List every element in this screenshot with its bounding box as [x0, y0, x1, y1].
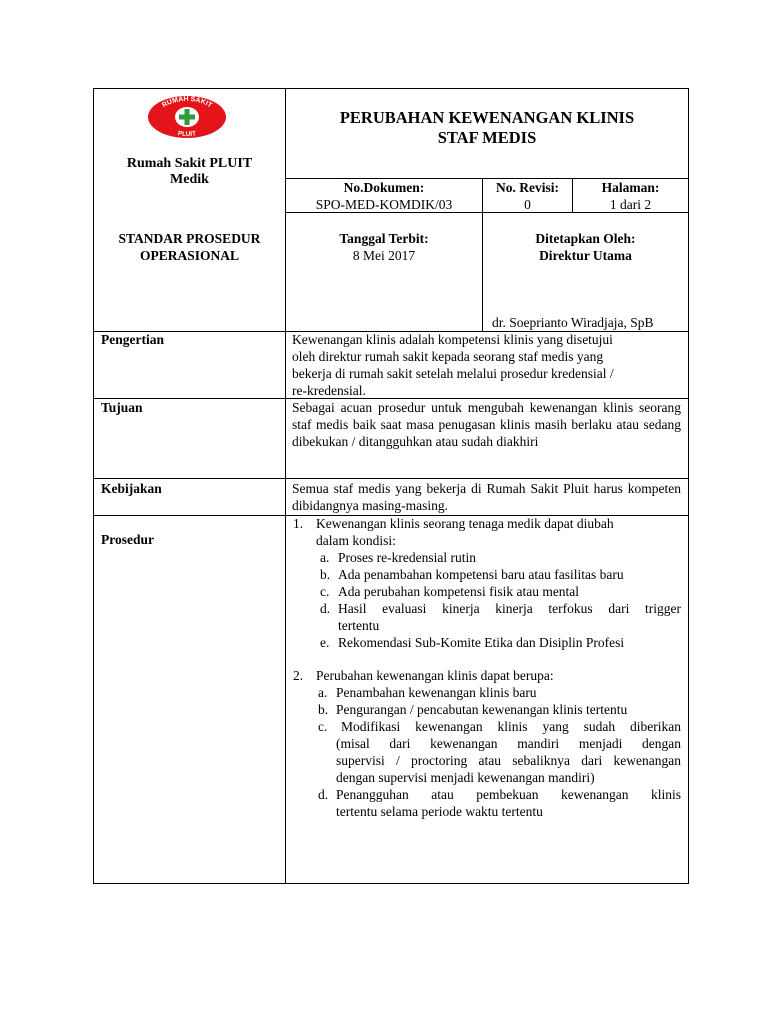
- section-text-pengertian: [292, 331, 682, 399]
- revision-cell: [483, 179, 572, 213]
- title-line2: STAF MEDIS: [437, 128, 537, 147]
- procedure-sub-text: Modifikasi kewenangan klinis yang sudah diberikan: [341, 719, 681, 734]
- procedure-sub-text: Penambahan kewenangan klinis baru: [336, 685, 537, 700]
- procedure-item-text: dalam kondisi:: [316, 533, 396, 548]
- procedure-item-text: Kewenangan klinis seorang tenaga medik dapat diubah: [316, 516, 614, 531]
- border-outer-bottom: [93, 883, 689, 884]
- approved-role: Direktur Utama: [539, 248, 632, 263]
- document-title: [286, 108, 688, 148]
- procedure-sub-text: dengan supervisi menjadi kewenangan mandiri): [336, 770, 595, 785]
- border-outer-top: [93, 88, 689, 89]
- sop-label: [94, 230, 285, 264]
- hospital-logo-svg: [147, 95, 227, 139]
- procedure-item-number: 2.: [293, 668, 304, 683]
- doc-number-cell: [286, 179, 482, 213]
- approved-by-cell: [483, 230, 688, 264]
- procedure-sub-text: Penangguhan atau pembekuan kewenangan klinis: [336, 787, 681, 802]
- procedure-sub-text: Hasil evaluasi kinerja kinerja terfokus dari trigger: [338, 601, 681, 616]
- issue-date-cell: [286, 230, 482, 264]
- section-text-tujuan: Sebagai acuan prosedur untuk mengubah kewenangan klinis seorang staf medis baik saat masa penugasan klinis masih berlaku atau sedang dibekukan / ditangguhkan atau sudah diakhiri: [292, 400, 681, 449]
- page-cell: [573, 179, 688, 213]
- border-row-kebijakan: [93, 478, 689, 479]
- logo-cross-horizontal: [179, 115, 195, 120]
- procedure-list: [286, 515, 688, 883]
- pengertian-line: oleh direktur rumah sakit kepada seorang staf medis yang: [292, 349, 604, 364]
- revision-value: 0: [524, 197, 531, 212]
- section-label-tujuan: Tujuan: [101, 400, 143, 415]
- procedure-sub-text: Ada penambahan kompetensi baru atau fasilitas baru: [338, 567, 624, 582]
- procedure-sub-marker: c.: [320, 584, 330, 599]
- procedure-sub-marker: c.: [318, 719, 328, 734]
- section-text-kebijakan: Semua staf medis yang bekerja di Rumah Sakit Pluit harus kompeten dibidangnya masing-masing.: [292, 481, 681, 513]
- page-label: Halaman:: [601, 180, 660, 195]
- procedure-item-number: 1.: [293, 516, 304, 531]
- procedure-sub-marker: b.: [320, 567, 331, 582]
- section-label-kebijakan: Kebijakan: [101, 481, 162, 496]
- procedure-sub-text: Pengurangan / pencabutan kewenangan klinis tertentu: [336, 702, 628, 717]
- pengertian-line: bekerja di rumah sakit setelah melalui prosedur kredensial /: [292, 366, 614, 381]
- title-line1: PERUBAHAN KEWENANGAN KLINIS: [339, 108, 635, 127]
- pengertian-line: re-kredensial.: [292, 383, 366, 398]
- procedure-item-text: Perubahan kewenangan klinis dapat berupa:: [316, 668, 554, 683]
- hospital-name: [94, 156, 285, 188]
- procedure-sub-text: Rekomendasi Sub-Komite Etika dan Disiplin Profesi: [338, 635, 625, 650]
- hospital-name-line2: Medik: [170, 172, 209, 187]
- approved-name: dr. Soeprianto Wiradjaja, SpB: [492, 315, 654, 330]
- procedure-sub-marker: b.: [318, 702, 329, 717]
- procedure-sub-marker: d.: [320, 601, 331, 616]
- revision-label: No. Revisi:: [496, 180, 559, 195]
- sop-line1: STANDAR PROSEDUR: [118, 231, 261, 246]
- pengertian-line: Kewenangan klinis adalah kompetensi klinis yang disetujui: [292, 332, 613, 347]
- issue-date-value: 8 Mei 2017: [352, 248, 416, 263]
- procedure-sub-text: (misal dari kewenangan mandiri menjadi dengan: [336, 736, 681, 751]
- hospital-name-line1: Rumah Sakit PLUIT: [126, 156, 253, 171]
- approved-label: Ditetapkan Oleh:: [535, 231, 636, 246]
- procedure-sub-marker: a.: [318, 685, 328, 700]
- procedure-sub-marker: a.: [320, 550, 330, 565]
- sop-line2: OPERASIONAL: [139, 248, 239, 263]
- section-label-prosedur: Prosedur: [101, 532, 154, 547]
- procedure-sub-text: Ada perubahan kompetensi fisik atau mental: [338, 584, 580, 599]
- section-label-pengertian: Pengertian: [101, 332, 164, 347]
- doc-number-value: SPO-MED-KOMDIK/03: [315, 197, 453, 212]
- procedure-sub-marker: d.: [318, 787, 329, 802]
- page-value: 1 dari 2: [609, 197, 652, 212]
- procedure-sub-text: tertentu: [338, 618, 380, 633]
- logo-bottom-text: PLUIT: [177, 130, 197, 139]
- procedure-sub-text: Proses re-kredensial rutin: [338, 550, 476, 565]
- hospital-logo: [147, 95, 227, 139]
- procedure-sub-marker: e.: [320, 635, 330, 650]
- logo-top-text: RUMAH SAKIT: [161, 95, 213, 110]
- border-outer-right: [688, 88, 689, 884]
- issue-date-label: Tanggal Terbit:: [339, 231, 429, 246]
- procedure-sub-text: supervisi / proctoring atau sebaliknya dari kewenangan: [336, 753, 681, 768]
- doc-number-label: No.Dokumen:: [343, 180, 425, 195]
- border-outer-left: [93, 88, 94, 884]
- procedure-sub-text: tertentu selama periode waktu tertentu: [336, 804, 543, 819]
